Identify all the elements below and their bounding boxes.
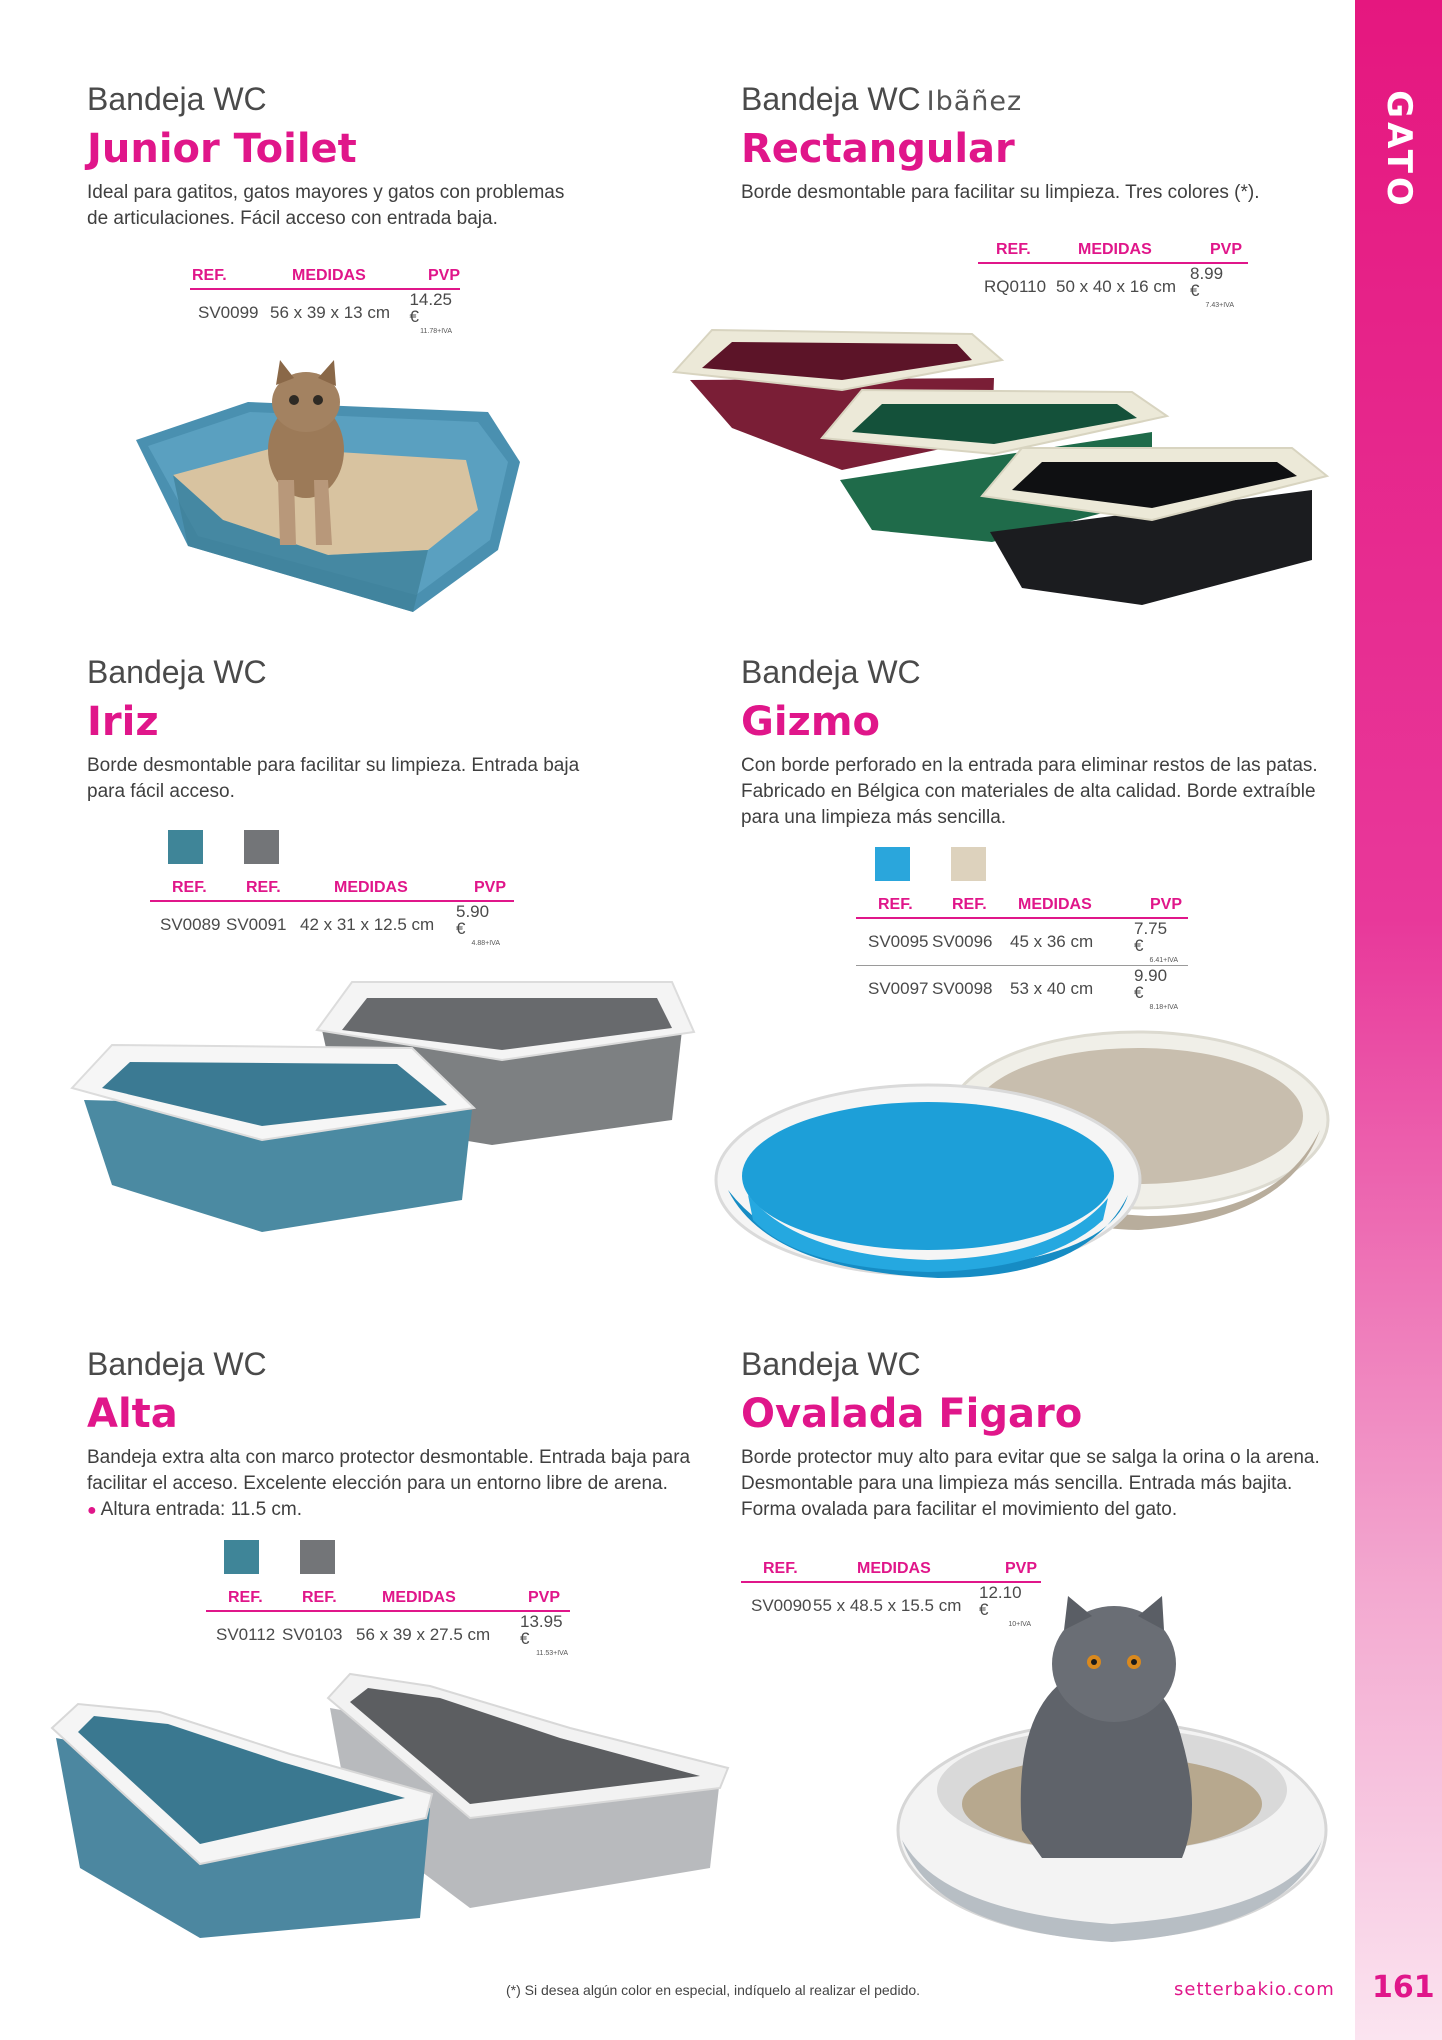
price-value: 5.90 € <box>456 902 490 938</box>
product-name: Ovalada Figaro <box>741 1391 1083 1437</box>
cell-ref-2: SV0096 <box>932 932 993 951</box>
price-iva: 4.88+IVA <box>471 940 500 947</box>
iriz-trays-teal-grey-image <box>72 970 692 1235</box>
product-name: Gizmo <box>741 699 880 745</box>
price-table-alta <box>206 1540 570 1658</box>
website-link[interactable]: setterbakio.com <box>1174 1979 1335 2000</box>
table-header <box>741 1555 1041 1583</box>
gizmo-trays-blue-beige-image <box>708 1020 1338 1282</box>
header-ref-2: REF. <box>952 896 987 913</box>
price-value: 8.99 € <box>1190 264 1224 300</box>
product-name: Alta <box>87 1391 178 1437</box>
price-table-junior <box>190 262 460 336</box>
table-row <box>856 919 1188 965</box>
product-category: Bandeja WC <box>741 654 921 690</box>
product-rectangular <box>741 80 1341 206</box>
header-ref: REF. <box>228 1589 263 1606</box>
cell-ref: SV0090 <box>751 1596 812 1615</box>
section-label <box>1355 80 1442 220</box>
cell-price <box>520 1613 568 1657</box>
price-iva: 8.18+IVA <box>1149 1003 1178 1011</box>
product-description <box>741 180 1341 206</box>
cell-price <box>1134 920 1178 964</box>
header-ref: REF. <box>996 241 1031 258</box>
price-iva: 10+IVA <box>1008 1621 1031 1628</box>
header-ref: REF. <box>192 267 227 284</box>
cell-ref: SV0112 <box>216 1625 276 1644</box>
price-iva: 11.78+IVA <box>420 328 452 335</box>
cell-medidas: 45 x 36 cm <box>1010 932 1094 951</box>
cell-price <box>410 291 452 335</box>
bullet-dot-icon: ● <box>87 1502 97 1519</box>
table-header <box>978 236 1248 264</box>
product-name: Junior Toilet <box>87 126 357 172</box>
header-ref: REF. <box>763 1560 798 1577</box>
description-line: para una limpieza más sencilla. <box>741 807 1007 828</box>
color-swatches <box>206 1540 570 1584</box>
color-swatches <box>150 830 514 874</box>
product-description <box>741 753 1351 831</box>
price-table-rectangular <box>978 236 1248 310</box>
product-name: Rectangular <box>741 126 1015 172</box>
price-table-iriz <box>150 830 514 948</box>
section-label-text: GATO <box>1378 90 1419 210</box>
description-line: Borde protector muy alto para evitar que se salga la orina o la arena. <box>741 1447 1320 1468</box>
category-text: Bandeja WC <box>741 81 921 117</box>
junior-toilet-litter-tray-with-kitten-image <box>128 350 528 620</box>
header-ref: REF. <box>172 879 207 896</box>
product-gizmo <box>741 653 1351 831</box>
header-ref-2: REF. <box>246 879 281 896</box>
description-line: Forma ovalada para facilitar el movimiento del gato. <box>741 1499 1178 1520</box>
product-description <box>87 1445 707 1524</box>
header-medidas: MEDIDAS <box>334 879 408 896</box>
cell-ref: SV0089 <box>160 915 221 934</box>
cell-medidas: 53 x 40 cm <box>1010 978 1094 998</box>
ovalada-figaro-tray-with-grey-cat-image <box>892 1590 1332 1948</box>
table-row <box>206 1612 570 1658</box>
header-pvp: PVP <box>1004 1560 1037 1577</box>
table-header <box>150 874 514 902</box>
description-line: para fácil acceso. <box>87 781 235 802</box>
cell-medidas: 56 x 39 x 27.5 cm <box>356 1625 491 1644</box>
cell-medidas: 55 x 48.5 x 15.5 cm <box>813 1596 962 1615</box>
header-pvp: PVP <box>427 267 460 284</box>
product-alta <box>87 1345 707 1524</box>
rectangular-trays-three-colors-image <box>672 320 1332 610</box>
cell-ref: RQ0110 <box>984 277 1047 296</box>
header-ref-2: REF. <box>302 1589 337 1606</box>
table-row <box>150 902 514 948</box>
price-value: 14.25 € <box>409 290 452 326</box>
header-pvp: PVP <box>527 1589 560 1606</box>
description-line: Con borde perforado en la entrada para eliminar restos de las patas. <box>741 755 1318 776</box>
product-name: Iriz <box>87 699 159 745</box>
cell-ref: SV0097 <box>868 978 929 998</box>
description-line: Ideal para gatitos, gatos mayores y gatos con problemas <box>87 182 565 203</box>
color-swatch-blue <box>875 847 910 881</box>
product-ovalada-figaro <box>741 1345 1351 1523</box>
color-swatch-beige <box>951 847 986 881</box>
cell-ref-2: SV0091 <box>226 915 287 934</box>
cell-medidas: 50 x 40 x 16 cm <box>1056 277 1177 296</box>
cell-price <box>456 903 500 947</box>
header-medidas: MEDIDAS <box>857 1560 931 1577</box>
table-row <box>856 965 1188 1011</box>
color-swatch-grey <box>300 1540 335 1574</box>
cell-ref: SV0099 <box>198 303 259 322</box>
table-row <box>978 264 1248 310</box>
description-line: de articulaciones. Fácil acceso con entrada baja. <box>87 208 498 229</box>
header-medidas: MEDIDAS <box>382 1589 456 1606</box>
header-medidas: MEDIDAS <box>1018 896 1092 913</box>
page-number: 161 <box>1372 1970 1435 2005</box>
table-row <box>190 290 460 336</box>
cell-ref: SV0095 <box>868 932 929 951</box>
header-pvp: PVP <box>1209 241 1242 258</box>
price-value: 13.95 € <box>520 1612 563 1648</box>
price-iva: 7.43+IVA <box>1205 302 1234 309</box>
footnote: (*) Si desea algún color en especial, indíquelo al realizar el pedido. <box>506 1982 921 1998</box>
product-description <box>87 753 687 805</box>
price-value: 9.90 € <box>1134 965 1168 1002</box>
color-swatch-teal <box>168 830 203 864</box>
price-table-gizmo <box>856 847 1188 1011</box>
section-side-band <box>1355 0 1442 2040</box>
cell-ref-2: SV0098 <box>932 978 993 998</box>
product-category <box>741 80 1341 124</box>
bullet-text: Altura entrada: 11.5 cm. <box>100 1499 303 1520</box>
description-bullet <box>87 1497 707 1524</box>
product-category: Bandeja WC <box>87 1346 267 1382</box>
header-pvp: PVP <box>473 879 506 896</box>
table-header <box>190 262 460 290</box>
description-line: Bandeja extra alta con marco protector desmontable. Entrada baja para <box>87 1447 691 1468</box>
product-category: Bandeja WC <box>87 81 267 117</box>
table-header <box>856 891 1188 919</box>
description-line: Borde desmontable para facilitar su limpieza. Entrada baja <box>87 755 580 776</box>
brand-logo: Ibãñez <box>926 86 1023 117</box>
cell-ref-2: SV0103 <box>282 1625 343 1644</box>
description-line: Borde desmontable para facilitar su limpieza. Tres colores (*). <box>741 182 1260 203</box>
cell-medidas: 56 x 39 x 13 cm <box>270 303 391 322</box>
header-medidas: MEDIDAS <box>292 267 366 284</box>
product-iriz <box>87 653 687 805</box>
color-swatch-grey <box>244 830 279 864</box>
product-category: Bandeja WC <box>87 654 267 690</box>
color-swatch-teal <box>224 1540 259 1574</box>
header-pvp: PVP <box>1149 896 1182 913</box>
price-iva: 11.53+IVA <box>536 1650 568 1657</box>
price-iva: 6.41+IVA <box>1149 957 1178 964</box>
header-ref: REF. <box>878 896 913 913</box>
color-swatches <box>856 847 1188 891</box>
description-line: Desmontable para una limpieza más sencilla. Entrada más bajita. <box>741 1473 1293 1494</box>
cell-price <box>1190 265 1234 309</box>
cell-price <box>1134 967 1178 1011</box>
description-line: facilitar el acceso. Excelente elección para un entorno libre de arena. <box>87 1473 668 1494</box>
price-value: 12.10 € <box>979 1583 1022 1619</box>
price-value: 7.75 € <box>1134 919 1168 955</box>
product-junior-toilet <box>87 80 687 232</box>
header-medidas: MEDIDAS <box>1078 241 1152 258</box>
table-header <box>206 1584 570 1612</box>
cell-medidas: 42 x 31 x 12.5 cm <box>300 915 435 934</box>
product-description <box>87 180 687 232</box>
description-line: Fabricado en Bélgica con materiales de alta calidad. Borde extraíble <box>741 781 1316 802</box>
alta-trays-teal-grey-image <box>50 1668 730 1940</box>
product-description <box>741 1445 1351 1523</box>
product-category: Bandeja WC <box>741 1346 921 1382</box>
